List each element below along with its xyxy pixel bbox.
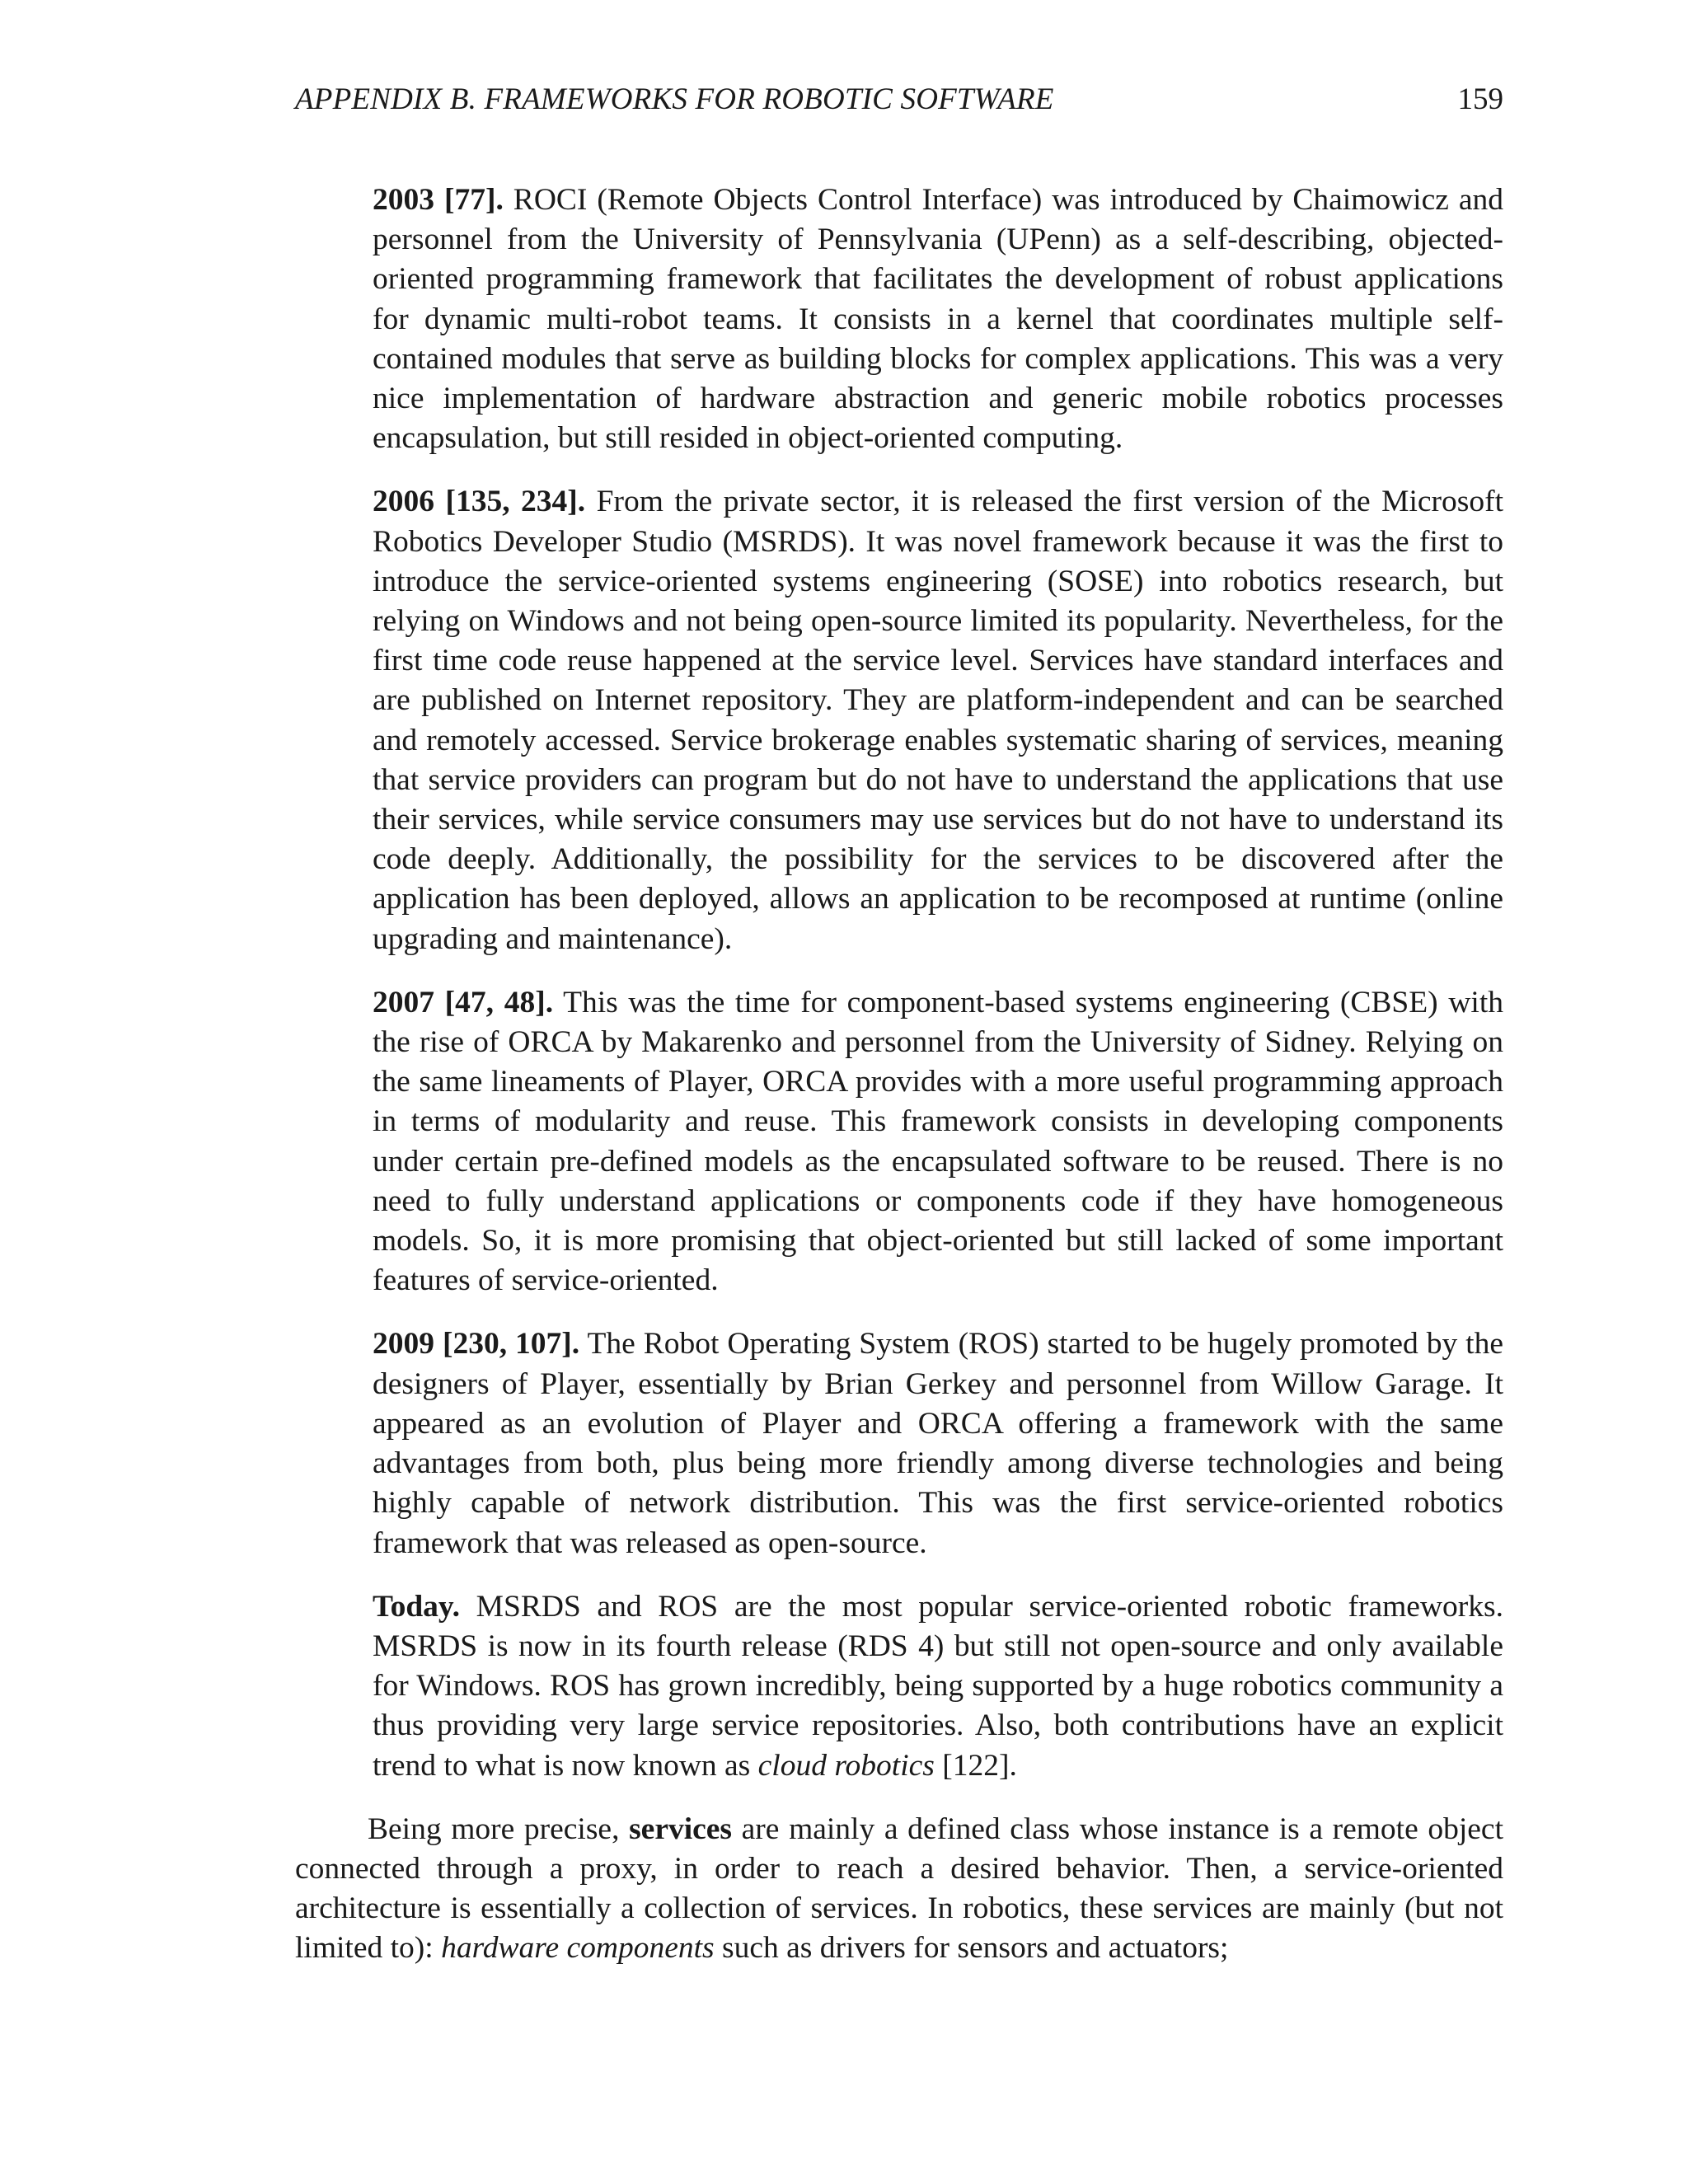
paragraph-text: Being more precise, — [368, 1811, 630, 1846]
entry-citation: [122]. — [934, 1748, 1017, 1783]
paragraph-text: are mainly a defined class whose instance is a remote object connected through a proxy, in order to reach a desired behavior. Then, a service-oriented architecture is essentially a collection of services. In robotics, these services are mainly (but not limited to): — [295, 1811, 1503, 1966]
entry-lead: 2007 [47, 48]. — [373, 985, 554, 1019]
entry-text: ROCI (Remote Objects Control Interface) was introduced by Chaimowicz and personnel from the University of Pennsylvania (UPenn) as a self-describing, objected-oriented programming framework that facilitates the development of robust applications for dynamic multi-robot teams. It consists in a kernel that coordinates multiple self-contained modules that serve as building blocks for complex applications. This was a very nice implementation of hardware abstraction and generic mobile robotics processes encapsulation, but still resided in object-oriented computing. — [373, 183, 1503, 456]
entry-lead: 2003 [77]. — [373, 183, 504, 217]
timeline-entry-2003 — [295, 180, 1503, 458]
paragraph-bold-term: services — [629, 1811, 733, 1846]
entry-text: This was the time for component-based systems engineering (CBSE) with the rise of ORCA by Makarenko and personnel from the University of Sidney. Relying on the same lineaments of Player, ORCA provides with a more useful programming approach in terms of modularity and reuse. This framework consists in developing components under certain pre-defined models as the encapsulated software to be reused. There is no need to fully understand applications or components code if they have homogeneous models. So, it is more promising that object-oriented but still lacked of some important features of service-oriented. — [373, 985, 1503, 1298]
page-body — [295, 180, 1503, 1969]
closing-paragraph — [295, 1810, 1503, 1969]
paragraph-text: such as drivers for sensors and actuators; — [714, 1931, 1229, 1966]
entry-lead: Today. — [373, 1589, 460, 1624]
timeline-entry-2009 — [295, 1324, 1503, 1563]
running-title: APPENDIX B. FRAMEWORKS FOR ROBOTIC SOFTWARE — [295, 82, 1054, 116]
entry-italic-term: cloud robotics — [757, 1748, 935, 1783]
timeline-entry-2006 — [295, 482, 1503, 958]
paragraph-italic-term: hardware components — [441, 1931, 715, 1966]
page-number: 159 — [1457, 82, 1503, 116]
timeline-entry-2007 — [295, 983, 1503, 1301]
entry-text: MSRDS and ROS are the most popular service-oriented robotic frameworks. MSRDS is now in its fourth release (RDS 4) but still not open-source and only available for Windows. ROS has grown incredibly, being supported by a huge robotics community a thus providing very large service repositories. Also, both contributions have an explicit trend to what is now known as — [373, 1589, 1503, 1783]
entry-text: The Robot Operating System (ROS) started to be hugely promoted by the designers of Player, essentially by Brian Gerkey and personnel from Willow Garage. It appeared as an evolution of Player and ORCA offering a framework with the same advantages from both, plus being more friendly among diverse technologies and being highly capable of network distribution. This was the first service-oriented robotics framework that was released as open-source. — [373, 1327, 1503, 1560]
timeline-entry-today — [295, 1587, 1503, 1786]
entry-text: From the private sector, it is released the first version of the Microsoft Robotics Developer Studio (MSRDS). It was novel framework because it was the first to introduce the service-oriented systems engineering (SOSE) into robotics research, but relying on Windows and not being open-source limited its popularity. Nevertheless, for the first time code reuse happened at the service level. Services have standard interfaces and are published on Internet repository. They are platform-independent and can be searched and remotely accessed. Service brokerage enables systematic sharing of services, meaning that service providers can program but do not have to understand the applications that use their services, while service consumers may use services but do not have to understand its code deeply. Additionally, the possibility for the services to be discovered after the application has been deployed, allows an application to be recomposed at runtime (online upgrading and maintenance). — [373, 485, 1503, 956]
entry-lead: 2009 [230, 107]. — [373, 1327, 580, 1361]
running-header — [295, 81, 1503, 119]
entry-lead: 2006 [135, 234]. — [373, 485, 586, 519]
